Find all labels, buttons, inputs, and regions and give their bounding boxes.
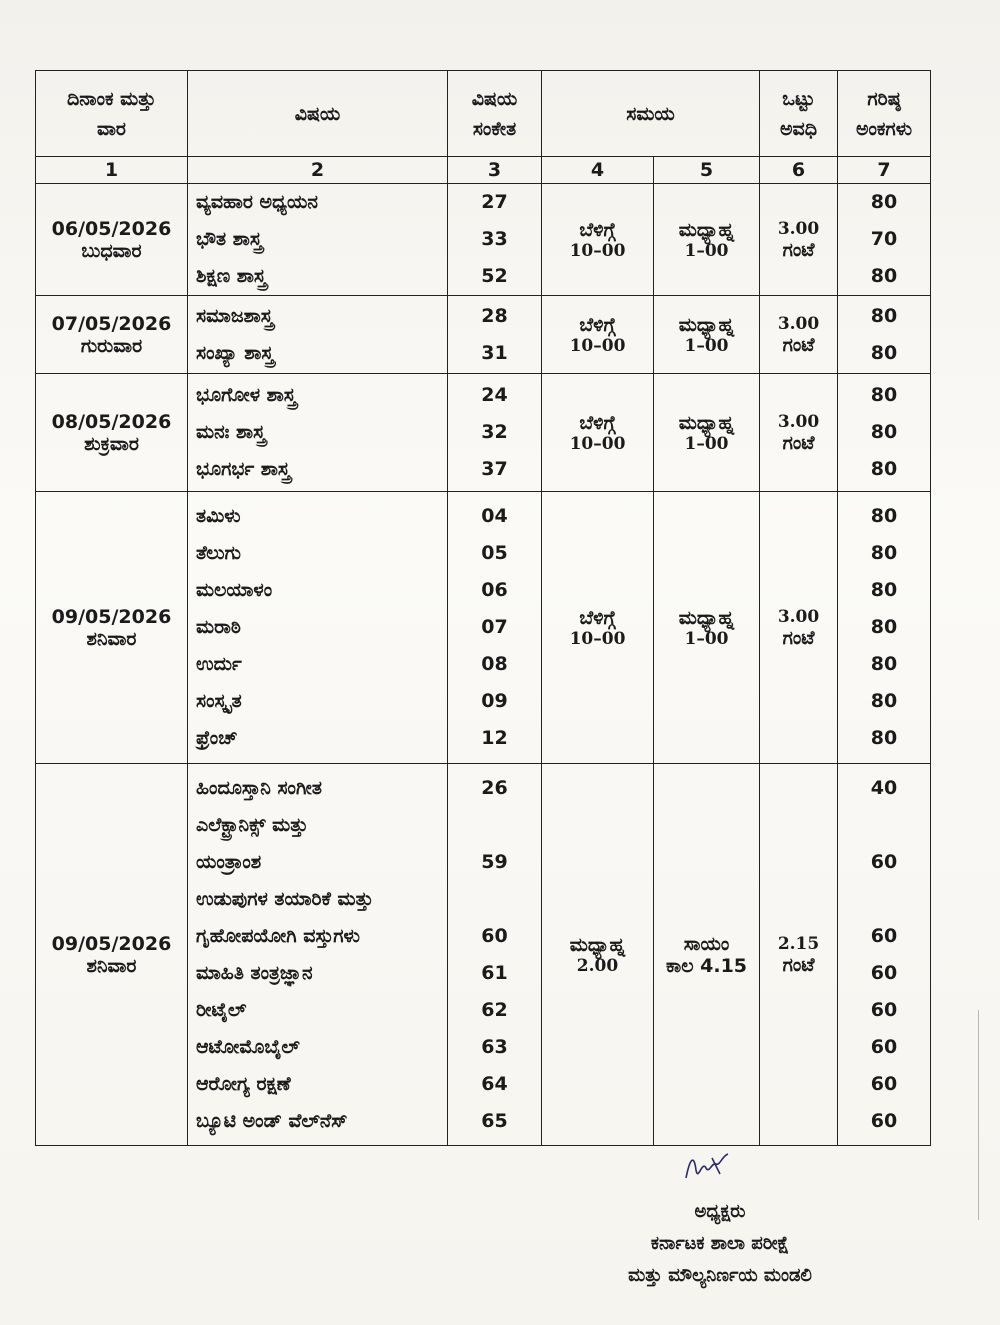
date-block xyxy=(36,218,187,262)
end-time-label: ಮಧ್ಯಾಹ್ನ xyxy=(678,411,735,434)
start-time xyxy=(542,607,653,649)
subject-code: 06 xyxy=(481,579,508,601)
duration-value: 3.00 xyxy=(777,411,820,432)
column-number: 3 xyxy=(448,157,542,184)
duration-cell xyxy=(760,374,838,492)
end-time-value: 1–00 xyxy=(684,335,729,356)
subject-name: ಭೂಗರ್ಭ ಶಾಸ್ತ್ರ xyxy=(196,458,291,480)
max-marks: 80 xyxy=(870,653,898,675)
max-marks: 80 xyxy=(870,304,898,327)
subject-code-list xyxy=(448,298,541,372)
start-time-cell xyxy=(542,184,654,296)
max-marks-list xyxy=(838,377,930,488)
subject-code-list xyxy=(448,184,541,295)
max-marks: 80 xyxy=(870,579,898,601)
start-time-value: 10–00 xyxy=(569,628,626,649)
subject-code: 63 xyxy=(481,1035,508,1058)
exam-date: 09/05/2026 xyxy=(51,605,172,628)
date-block xyxy=(36,933,187,977)
subject-name: ಯಂತ್ರಾಂಶ xyxy=(196,850,262,873)
duration xyxy=(760,934,837,976)
subject-code: 60 xyxy=(481,924,508,947)
max-marks-list xyxy=(838,770,930,1140)
column-number: 4 xyxy=(542,157,654,184)
max-marks xyxy=(838,807,930,844)
subject-name: ಬ್ಯೂಟಿ ಅಂಡ್ ವೆಲ್‌ನೆಸ್ xyxy=(196,1109,348,1132)
marks-cell xyxy=(838,184,931,296)
header-text: ವಿಷಯ xyxy=(294,102,341,125)
duration xyxy=(760,607,837,649)
end-time xyxy=(654,607,759,649)
max-marks: 40 xyxy=(870,776,898,799)
column-number: 5 xyxy=(654,157,760,184)
subject-name: ಶಿಕ್ಷಣ ಶಾಸ್ತ್ರ xyxy=(196,265,267,287)
date-cell xyxy=(36,374,188,492)
subject-code: 65 xyxy=(481,1109,508,1132)
subject-code: 52 xyxy=(481,265,508,287)
max-marks: 80 xyxy=(870,191,898,213)
header-text: ವಿಷಯ xyxy=(471,87,518,110)
max-marks: 80 xyxy=(870,616,898,638)
subject-code: 09 xyxy=(481,690,508,712)
subject-code: 64 xyxy=(481,1072,508,1095)
subject-name-list xyxy=(196,498,447,757)
max-marks: 60 xyxy=(870,850,898,873)
subject-code: 59 xyxy=(481,850,508,873)
duration-value: 3.00 xyxy=(777,218,820,239)
end-time xyxy=(654,933,759,977)
authority-title: ಅಧ್ಯಕ್ಷರು xyxy=(694,1201,746,1222)
subject-code-list xyxy=(448,377,541,488)
exam-day: ಶನಿವಾರ xyxy=(86,954,137,977)
start-time-cell xyxy=(542,764,654,1146)
max-marks: 60 xyxy=(870,998,898,1021)
column-number: 2 xyxy=(188,157,448,184)
max-marks xyxy=(838,881,930,918)
max-marks-list xyxy=(838,298,930,372)
subject-name: ಫ್ರೆಂಚ್ xyxy=(196,727,238,749)
start-time-cell xyxy=(542,374,654,492)
start-time xyxy=(542,934,653,976)
duration xyxy=(760,314,837,356)
start-time-label: ಬೆಳಿಗ್ಗೆ xyxy=(579,411,616,434)
header-date-day xyxy=(36,71,188,157)
header-row xyxy=(36,71,931,157)
end-time-value: 1–00 xyxy=(684,240,729,261)
codes-cell xyxy=(448,184,542,296)
marks-cell xyxy=(838,764,931,1146)
end-time-value: ಕಾಲ 4.15 xyxy=(665,954,748,977)
subject-name: ತಮಿಳು xyxy=(196,505,241,527)
subject-code: 31 xyxy=(481,341,508,364)
duration-unit: ಗಂಟೆ xyxy=(782,431,815,454)
subject-name: ಹಿಂದೂಸ್ತಾನಿ ಸಂಗೀತ xyxy=(196,776,322,799)
duration-cell xyxy=(760,296,838,374)
subject-code: 61 xyxy=(481,961,508,984)
subject-code: 24 xyxy=(481,384,508,406)
subject-name: ಮನಃ ಶಾಸ್ತ್ರ xyxy=(196,421,266,443)
date-cell xyxy=(36,492,188,764)
start-time-label: ಬೆಳಿಗ್ಗೆ xyxy=(579,218,616,241)
max-marks: 80 xyxy=(870,421,898,443)
header-text: ಸಂಕೇತ xyxy=(472,117,517,140)
end-time-value: 1–00 xyxy=(684,433,729,454)
subject-code xyxy=(448,881,541,918)
page-fold-line xyxy=(978,1010,979,1220)
subject-code: 62 xyxy=(481,998,508,1021)
subject-name: ಭೂಗೋಳ ಶಾಸ್ತ್ರ xyxy=(196,384,297,406)
subject-name-list xyxy=(196,184,447,295)
date-block xyxy=(36,313,187,357)
max-marks: 80 xyxy=(870,341,898,364)
exam-date: 08/05/2026 xyxy=(51,410,172,433)
subject-code: 07 xyxy=(481,616,508,638)
exam-day: ಶನಿವಾರ xyxy=(86,627,137,650)
subject-name: ತೆಲುಗು xyxy=(196,542,241,564)
date-cell xyxy=(36,764,188,1146)
start-time-cell xyxy=(542,492,654,764)
duration-unit: ಗಂಟೆ xyxy=(782,626,815,649)
marks-cell xyxy=(838,374,931,492)
subject-code: 12 xyxy=(481,727,508,749)
max-marks: 60 xyxy=(870,1035,898,1058)
subject-name: ಸಂಸ್ಕೃತ xyxy=(196,690,242,712)
signature-mark xyxy=(676,1148,736,1188)
end-time xyxy=(654,412,759,454)
max-marks: 80 xyxy=(870,458,898,480)
subject-name: ಮಾಹಿತಿ ತಂತ್ರಜ್ಞಾನ xyxy=(196,961,313,984)
subjects-cell xyxy=(188,764,448,1146)
subject-name: ಗೃಹೋಪಯೋಗಿ ವಸ್ತುಗಳು xyxy=(196,924,360,947)
end-time-cell xyxy=(654,184,760,296)
subjects-cell xyxy=(188,296,448,374)
subject-code-list xyxy=(448,498,541,757)
codes-cell xyxy=(448,764,542,1146)
max-marks: 80 xyxy=(870,265,898,287)
header-subject-code xyxy=(448,71,542,157)
start-time-label: ಬೆಳಿಗ್ಗೆ xyxy=(579,606,616,629)
subject-code: 04 xyxy=(481,505,508,527)
date-cell xyxy=(36,296,188,374)
subject-name: ಭೌತ ಶಾಸ್ತ್ರ xyxy=(196,228,263,250)
max-marks: 60 xyxy=(870,1072,898,1095)
column-number-row xyxy=(36,157,931,184)
exam-date: 07/05/2026 xyxy=(51,312,172,335)
column-number: 1 xyxy=(36,157,188,184)
end-time-cell xyxy=(654,296,760,374)
start-time-value: 10–00 xyxy=(569,240,626,261)
subject-code: 26 xyxy=(481,776,508,799)
duration-value: 3.00 xyxy=(777,606,820,627)
column-number: 6 xyxy=(760,157,838,184)
duration-value: 2.15 xyxy=(777,933,820,954)
subject-name: ಮರಾಠಿ xyxy=(196,616,241,638)
header-text: ದಿನಾಂಕ ಮತ್ತು xyxy=(67,87,156,110)
exam-day: ಬುಧವಾರ xyxy=(81,239,142,262)
marks-cell xyxy=(838,492,931,764)
date-block xyxy=(36,606,187,650)
end-time-label: ಸಾಯಂ xyxy=(683,932,730,955)
header-time xyxy=(542,71,760,157)
codes-cell xyxy=(448,492,542,764)
column-number: 7 xyxy=(838,157,931,184)
subject-code: 37 xyxy=(481,458,508,480)
subject-name-list xyxy=(196,377,447,488)
start-time xyxy=(542,314,653,356)
max-marks: 70 xyxy=(870,228,898,250)
subject-code xyxy=(448,807,541,844)
max-marks: 60 xyxy=(870,961,898,984)
marks-cell xyxy=(838,296,931,374)
date-cell xyxy=(36,184,188,296)
start-time xyxy=(542,412,653,454)
duration-unit: ಗಂಟೆ xyxy=(782,953,815,976)
subjects-cell xyxy=(188,374,448,492)
authority-board: ಕರ್ನಾಟಕ ಶಾಲಾ ಪರೀಕ್ಷೆ xyxy=(650,1233,790,1254)
codes-cell xyxy=(448,374,542,492)
date-block xyxy=(36,411,187,455)
exam-day: ಶುಕ್ರವಾರ xyxy=(84,432,139,455)
issuing-authority xyxy=(560,1196,880,1292)
header-text: ಒಟ್ಟು xyxy=(782,87,815,110)
codes-cell xyxy=(448,296,542,374)
end-time-label: ಮಧ್ಯಾಹ್ನ xyxy=(678,313,735,336)
header-max-marks xyxy=(838,71,931,157)
subject-code: 08 xyxy=(481,653,508,675)
end-time-label: ಮಧ್ಯಾಹ್ನ xyxy=(678,218,735,241)
subject-name: ಆರೋಗ್ಯ ರಕ್ಷಣೆ xyxy=(196,1072,291,1095)
header-subject xyxy=(188,71,448,157)
subject-name: ರೀಟೈಲ್ xyxy=(196,998,247,1021)
header-text: ವಾರ xyxy=(97,117,126,140)
subject-name-list xyxy=(196,770,447,1140)
max-marks: 80 xyxy=(870,727,898,749)
subjects-cell xyxy=(188,184,448,296)
exam-timetable xyxy=(35,70,931,1146)
exam-date: 09/05/2026 xyxy=(51,932,172,955)
max-marks-list xyxy=(838,498,930,757)
duration-unit: ಗಂಟೆ xyxy=(782,238,815,261)
duration-cell xyxy=(760,184,838,296)
duration-cell xyxy=(760,492,838,764)
max-marks-list xyxy=(838,184,930,295)
duration-unit: ಗಂಟೆ xyxy=(782,333,815,356)
start-time-value: 10–00 xyxy=(569,433,626,454)
start-time-value: 2.00 xyxy=(576,955,619,976)
end-time xyxy=(654,314,759,356)
duration-cell xyxy=(760,764,838,1146)
subject-code: 28 xyxy=(481,304,508,327)
table-row xyxy=(36,492,931,764)
subject-code: 05 xyxy=(481,542,508,564)
duration xyxy=(760,219,837,261)
start-time-value: 10–00 xyxy=(569,335,626,356)
start-time-label: ಬೆಳಿಗ್ಗೆ xyxy=(579,313,616,336)
subject-name: ಉಡುಪುಗಳ ತಯಾರಿಕೆ ಮತ್ತು xyxy=(196,887,374,910)
end-time-cell xyxy=(654,764,760,1146)
table-row xyxy=(36,296,931,374)
subject-code: 32 xyxy=(481,421,508,443)
duration xyxy=(760,412,837,454)
subject-name: ಸಂಖ್ಯಾ ಶಾಸ್ತ್ರ xyxy=(196,341,274,364)
max-marks: 80 xyxy=(870,505,898,527)
subjects-cell xyxy=(188,492,448,764)
subject-name: ವ್ಯವಹಾರ ಅಧ್ಯಯನ xyxy=(196,191,318,213)
end-time-cell xyxy=(654,492,760,764)
subject-name: ಎಲೆಕ್ಟ್ರಾನಿಕ್ಸ್ ಮತ್ತು xyxy=(196,813,308,836)
header-text: ಸಮಯ xyxy=(626,102,675,125)
start-time xyxy=(542,219,653,261)
max-marks: 80 xyxy=(870,690,898,712)
subject-name: ಉರ್ದು xyxy=(196,653,242,675)
start-time-cell xyxy=(542,296,654,374)
table-row xyxy=(36,374,931,492)
header-text: ಅಂಕಗಳು xyxy=(855,117,913,140)
header-text: ಅವಧಿ xyxy=(780,117,818,140)
subject-code-list xyxy=(448,770,541,1140)
start-time-label: ಮಧ್ಯಾಹ್ನ xyxy=(569,933,626,956)
max-marks: 80 xyxy=(870,384,898,406)
end-time-label: ಮಧ್ಯಾಹ್ನ xyxy=(678,606,735,629)
subject-name: ಮಲಯಾಳಂ xyxy=(196,579,273,601)
duration-value: 3.00 xyxy=(777,313,820,334)
max-marks: 80 xyxy=(870,542,898,564)
end-time-value: 1–00 xyxy=(684,628,729,649)
subject-name: ಆಟೋಮೊಬೈಲ್ xyxy=(196,1035,300,1058)
subject-code: 27 xyxy=(481,191,508,213)
subject-name-list xyxy=(196,298,447,372)
end-time-cell xyxy=(654,374,760,492)
exam-day: ಗುರುವಾರ xyxy=(80,334,143,357)
table-row xyxy=(36,184,931,296)
header-text: ಗರಿಷ್ಠ xyxy=(867,87,901,110)
max-marks: 60 xyxy=(870,924,898,947)
subject-name: ಸಮಾಜಶಾಸ್ತ್ರ xyxy=(196,304,274,327)
authority-board-cont: ಮತ್ತು ಮೌಲ್ಯನಿರ್ಣಯ ಮಂಡಲಿ xyxy=(628,1265,812,1286)
end-time xyxy=(654,219,759,261)
exam-date: 06/05/2026 xyxy=(51,217,172,240)
subject-code: 33 xyxy=(481,228,508,250)
header-total-duration xyxy=(760,71,838,157)
table-row xyxy=(36,764,931,1146)
max-marks: 60 xyxy=(870,1109,898,1132)
